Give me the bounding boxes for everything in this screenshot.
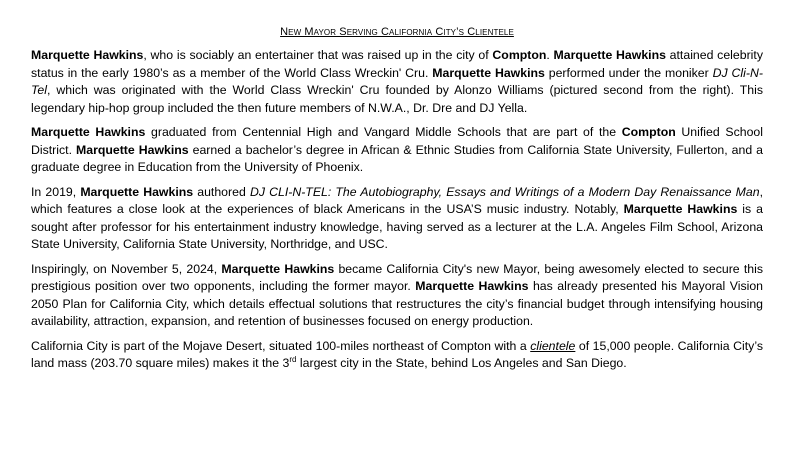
text-run: has already presented his Mayoral Vision 2050 Plan for California City, which details effectual solutions that restructures the city’s financial budget through intensifying housing availability, attraction, expansion, and retention of businesses focused on energy production. [31, 279, 764, 328]
bold-text: Marquette Hawkins [31, 125, 146, 139]
paragraph [31, 47, 763, 117]
bold-text: Marquette Hawkins [31, 48, 144, 62]
text-run: , which was originated with the World Class Wreckin' Cru founded by Alonzo Williams (pictured second from the right). This legendary hip-hop group included the then future members of N.W.A., Dr. Dre and DJ Yella. [31, 83, 763, 115]
bold-text: Compton [621, 125, 676, 139]
bold-text: Marquette Hawkins [415, 279, 529, 293]
italic-text: DJ CLI-N-TEL: The Autobiography, Essays and Writings of a Modern Day Renaissance Man [249, 184, 760, 199]
text-run: , which features a close look at the experiences of black Americans in the USA’S music industry. Notably, [31, 184, 763, 216]
paragraph [31, 338, 763, 373]
text-run: . [546, 48, 554, 62]
text-run: , who is sociably an entertainer that was raised up in the city of [143, 48, 493, 62]
paragraph [31, 261, 763, 331]
text-run: Unified School District. [31, 125, 763, 157]
document-body [31, 47, 763, 373]
bold-text: Marquette Hawkins [75, 142, 189, 157]
text-run: authored [193, 184, 250, 199]
text-run: became California City's new Mayor, being awesomely elected to secure this prestigious position over two opponents, including the former mayor. [31, 261, 763, 293]
italic-text: clientele [530, 338, 576, 353]
text-run: largest city in the State, behind Los Angeles and San Diego. [296, 356, 627, 370]
document-title: New Mayor Serving California City’s Clientele [280, 26, 514, 38]
text-run: rd [289, 354, 297, 364]
bold-text: Marquette Hawkins [432, 65, 545, 80]
text-run: of 15,000 people. California City’s land mass (203.70 square miles) makes it the 3 [31, 338, 763, 370]
bold-text: Marquette Hawkins [221, 261, 335, 276]
bold-text: Marquette Hawkins [80, 184, 194, 199]
bold-text: Marquette Hawkins [623, 202, 738, 216]
italic-text: DJ Cli-N-Tel [31, 65, 763, 97]
text-run: performed under the moniker [544, 65, 713, 80]
text-run: Inspiringly, on November 5, 2024, [31, 261, 222, 276]
bold-text: Marquette Hawkins [553, 48, 666, 62]
text-run: In 2019, [31, 184, 81, 199]
text-run: attained celebrity status in the early 1980’s as a member of the World Class Wreckin' Cru. [31, 48, 763, 80]
bold-text: Compton [492, 48, 547, 62]
text-run: graduated from Centennial High and Vangard Middle Schools that are part of the [145, 125, 622, 139]
text-run: earned a bachelor’s degree in African & Ethnic Studies from California State University, Fullerton, and a graduate degree in Education from the University of Phoenix. [31, 142, 763, 174]
paragraph [31, 184, 763, 254]
paragraph [31, 124, 763, 177]
text-run: is a sought after professor for his entertainment industry knowledge, having served as a lecturer at the L.A. Angeles Film School, Arizona State University, California State University, Northridge, and USC. [31, 202, 763, 251]
text-run: California City is part of the Mojave Desert, situated 100-miles northeast of Compton with a [31, 338, 531, 353]
